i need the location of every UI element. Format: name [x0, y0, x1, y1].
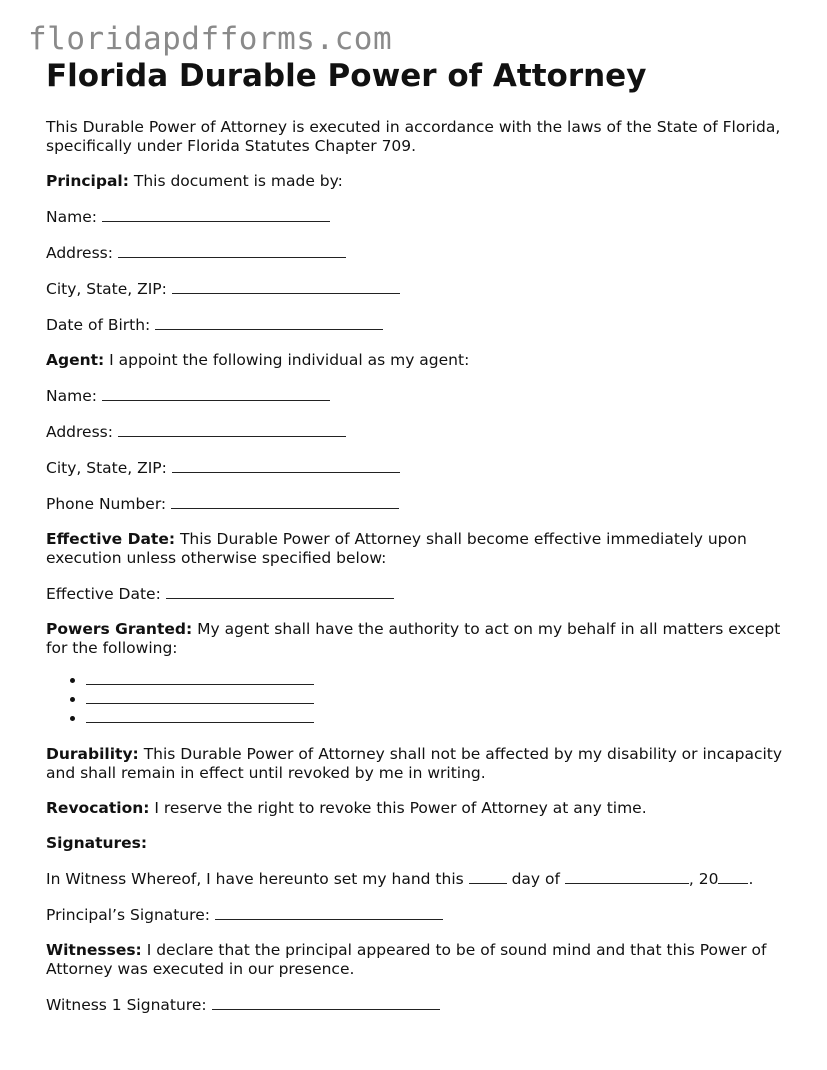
principal-dob-field — [46, 315, 791, 335]
revocation-text: I reserve the right to revoke this Power of Attorney at any time. — [149, 799, 647, 817]
whereof-text: day of — [506, 870, 565, 888]
field-label: Date of Birth: — [46, 316, 151, 334]
witnesses-text: I declare that the principal appeared to be of sound mind and that this Power of Attorney was executed in our presence. — [46, 941, 767, 978]
blank-line[interactable] — [172, 279, 400, 294]
blank-line[interactable] — [86, 689, 314, 704]
list-item — [86, 670, 791, 689]
agent-city-field — [46, 458, 791, 478]
signature-line[interactable] — [215, 905, 443, 920]
witnesses-paragraph — [46, 941, 791, 979]
effective-label: Effective Date: — [46, 530, 176, 548]
witness-whereof-line — [46, 869, 791, 889]
agent-name-field — [46, 386, 791, 406]
blank-line[interactable] — [171, 494, 399, 509]
durability-label: Durability: — [46, 745, 139, 763]
durability-paragraph — [46, 745, 791, 783]
list-item — [86, 689, 791, 708]
field-label: Effective Date: — [46, 585, 161, 603]
blank-line[interactable] — [166, 584, 394, 599]
signature-line[interactable] — [212, 995, 440, 1010]
principal-text: This document is made by: — [128, 172, 343, 190]
field-label: Name: — [46, 208, 97, 226]
field-label: Witness 1 Signature: — [46, 996, 207, 1014]
document-title: Florida Durable Power of Attorney — [46, 58, 647, 94]
field-label: Address: — [46, 244, 113, 262]
whereof-text: In Witness Whereof, I have hereunto set my hand this — [46, 870, 469, 888]
year-blank[interactable] — [718, 869, 748, 884]
field-label: City, State, ZIP: — [46, 280, 167, 298]
revocation-label: Revocation: — [46, 799, 150, 817]
field-label: Name: — [46, 387, 97, 405]
blank-line[interactable] — [172, 458, 400, 473]
signatures-label: Signatures: — [46, 834, 148, 852]
exceptions-list — [46, 670, 791, 727]
signatures-heading — [46, 834, 791, 853]
witness1-signature-field — [46, 995, 791, 1015]
agent-heading — [46, 351, 791, 370]
powers-paragraph — [46, 620, 791, 658]
blank-line[interactable] — [86, 670, 314, 685]
field-label: Principal’s Signature: — [46, 906, 210, 924]
document-body — [46, 118, 791, 1031]
month-blank[interactable] — [565, 869, 689, 884]
blank-line[interactable] — [155, 315, 383, 330]
principal-label: Principal: — [46, 172, 129, 190]
blank-line[interactable] — [102, 386, 330, 401]
powers-label: Powers Granted: — [46, 620, 193, 638]
whereof-text: . — [748, 870, 754, 888]
field-label: Phone Number: — [46, 495, 167, 513]
principal-name-field — [46, 207, 791, 227]
field-label: Address: — [46, 423, 113, 441]
blank-line[interactable] — [86, 708, 314, 723]
agent-phone-field — [46, 494, 791, 514]
field-label: City, State, ZIP: — [46, 459, 167, 477]
list-item — [86, 708, 791, 727]
witnesses-label: Witnesses: — [46, 941, 142, 959]
intro-paragraph: This Durable Power of Attorney is executed in accordance with the laws of the State of Florida, specifically under Florida Statutes Chapter 709. — [46, 118, 781, 155]
principal-city-field — [46, 279, 791, 299]
site-watermark: floridapdfforms.com — [28, 21, 393, 57]
powers-text: My agent shall have the authority to act on my behalf in all matters except for the following: — [46, 620, 781, 657]
blank-line[interactable] — [118, 243, 346, 258]
agent-text: I appoint the following individual as my agent: — [104, 351, 470, 369]
whereof-text: , 20 — [688, 870, 719, 888]
blank-line[interactable] — [118, 422, 346, 437]
effective-text: This Durable Power of Attorney shall become effective immediately upon execution unless otherwise specified below: — [46, 530, 747, 567]
durability-text: This Durable Power of Attorney shall not be affected by my disability or incapacity and shall remain in effect until revoked by me in writing. — [46, 745, 783, 782]
blank-line[interactable] — [102, 207, 330, 222]
principal-signature-field — [46, 905, 791, 925]
day-blank[interactable] — [469, 869, 507, 884]
agent-address-field — [46, 422, 791, 442]
effective-paragraph — [46, 530, 791, 568]
principal-address-field — [46, 243, 791, 263]
effective-date-field — [46, 584, 791, 604]
revocation-paragraph — [46, 799, 791, 818]
principal-heading — [46, 172, 791, 191]
agent-label: Agent: — [46, 351, 105, 369]
